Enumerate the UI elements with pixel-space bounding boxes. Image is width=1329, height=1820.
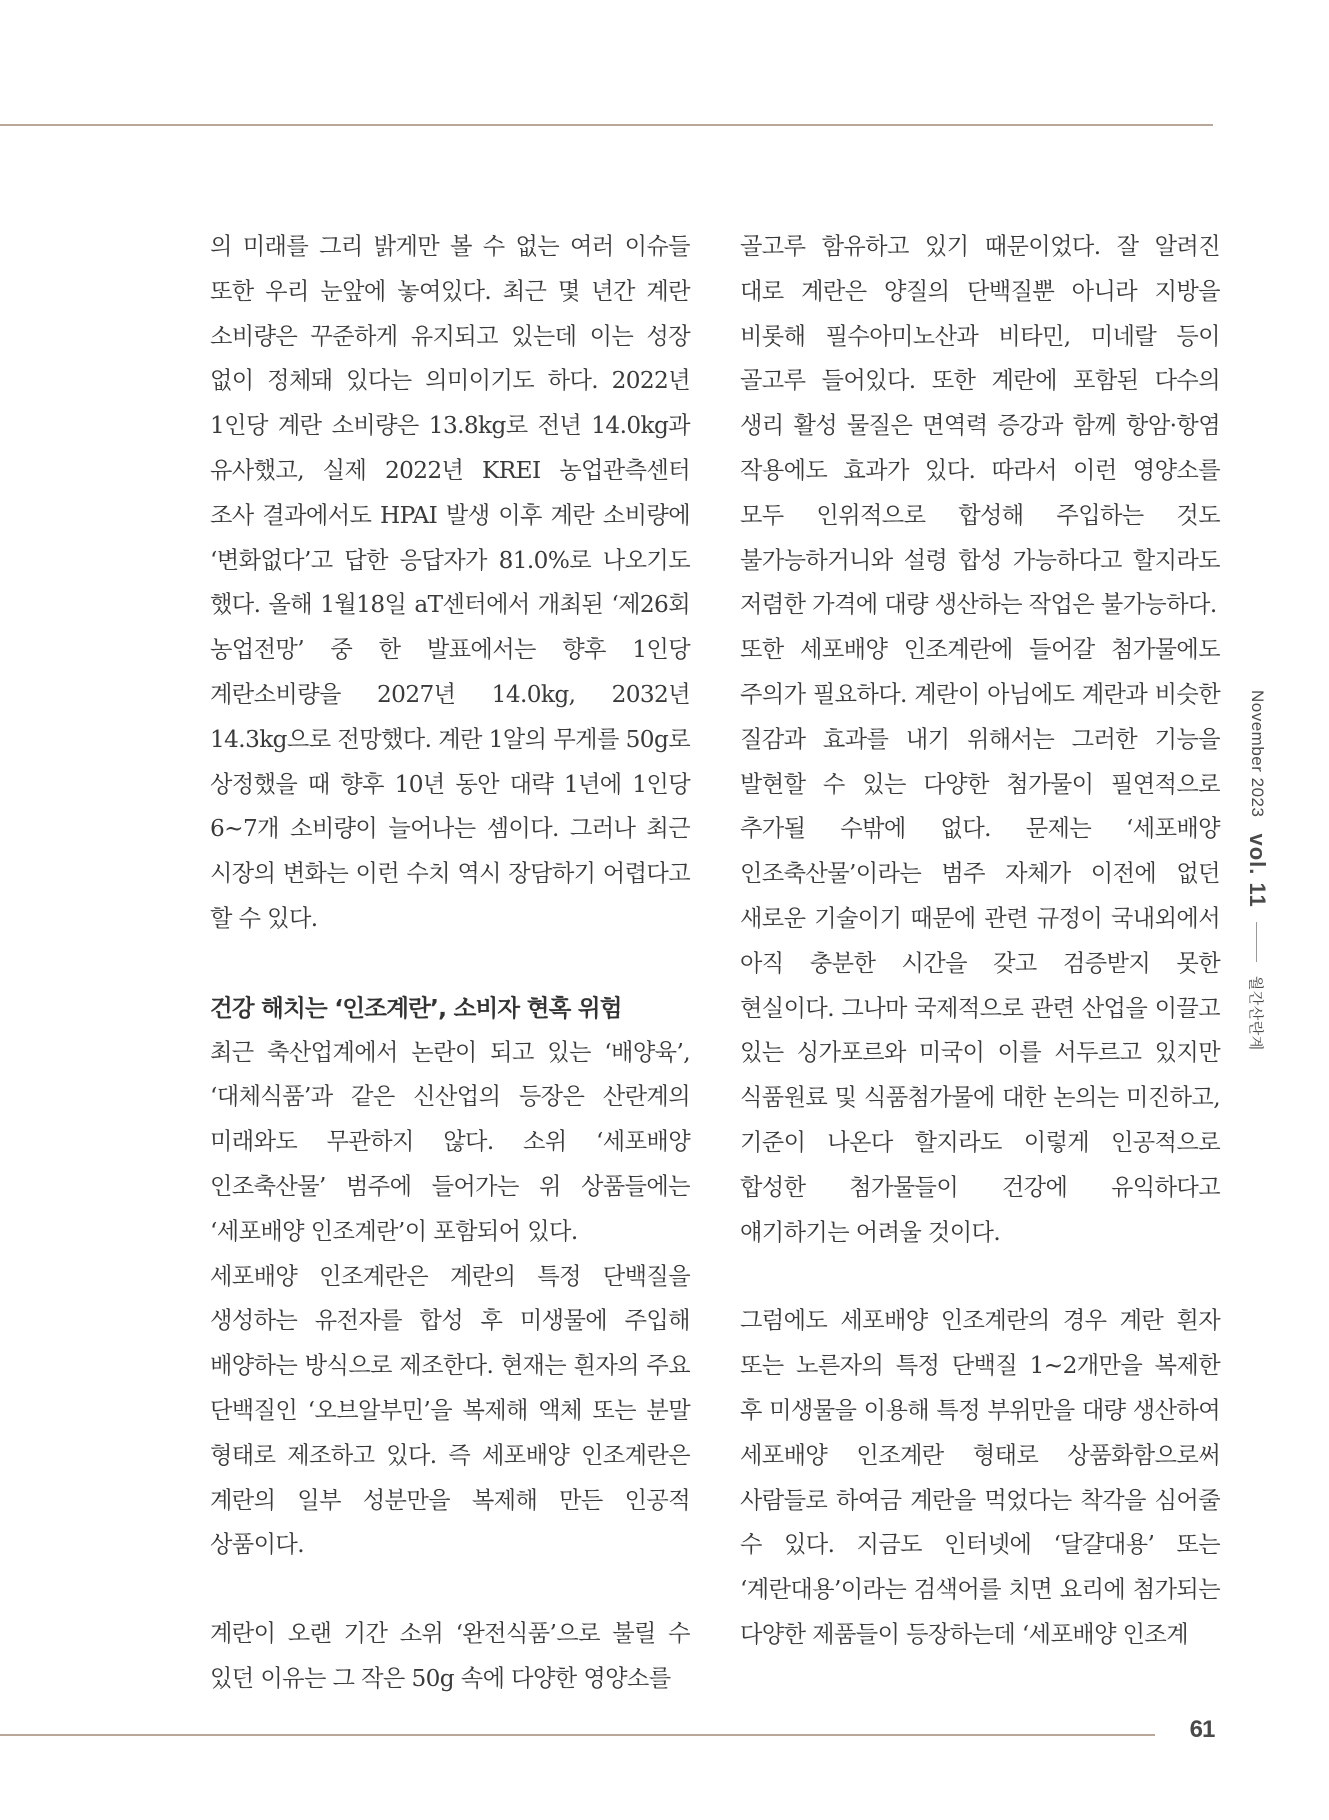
issue-volume: vol. 11 bbox=[1245, 833, 1270, 908]
paragraph: 계란이 오랜 기간 소위 ‘완전식품’으로 불릴 수 있던 이유는 그 작은 50g 속에 다양한 영양소를 bbox=[210, 1620, 690, 1692]
paragraph: 의 미래를 그리 밝게만 볼 수 없는 여러 이슈들 또한 우리 눈앞에 놓여있다. 최근 몇 년간 계란 소비량은 꾸준하게 유지되고 있는데 이는 성장 없이 정체돼 있다는 의미이기도 하다. 2022년 1인당 계란 소비량은 13.8kg로 전년 14.0kg과 유사했고, 실제 2022년 KREI 농업관측센터 조사 결과에서도 HPAI 발생 이후 계란 소비량에 ‘변화없다’고 답한 응답자가 81.0%로 나오기도 했다. 올해 1월18일 aT센터에서 개최된 ‘제26회 농업전망’ 중 한 발표에서는 향후 1인당 계란소비량을 2027년 14.0kg, 2032년 14.3kg으로 전망했다. 계란 1알의 무게를 50g로 상정했을 때 향후 10년 동안 대략 1년에 1인당 6~7개 소비량이 늘어나는 셈이다. 그러나 최근 시장의 변화는 이런 수치 역시 장담하기 어렵다고 할 수 있다. bbox=[210, 233, 690, 932]
paragraph-gap bbox=[210, 1568, 690, 1612]
section-subheading: 건강 해치는 ‘인조계란’, 소비자 현혹 위험 bbox=[210, 993, 622, 1022]
side-running-label bbox=[1244, 690, 1270, 1051]
bottom-rule bbox=[0, 1734, 1155, 1736]
paragraph: 또한 세포배양 인조계란에 들어갈 첨가물에도 주의가 필요하다. 계란이 아님에도 계란과 비슷한 질감과 효과를 내기 위해서는 그러한 기능을 발현할 수 있는 다양한 첨가물이 필연적으로 추가될 수밖에 없다. 문제는 ‘세포배양 인조축산물’이라는 범주 자체가 이전에 없던 새로운 기술이기 때문에 관련 규정이 국내외에서 아직 충분한 시간을 갖고 검증받지 못한 현실이다. 그나마 국제적으로 관련 산업을 이끌고 있는 싱가포르와 미국이 이를 서두르고 있지만 식품원료 및 식품첨가물에 대한 논의는 미진하고, 기준이 나온다 할지라도 이렇게 인공적으로 합성한 첨가물들이 건강에 유익하다고 얘기하기는 어려울 것이다. bbox=[740, 636, 1220, 1246]
paragraph-gap bbox=[740, 1255, 1220, 1299]
right-column bbox=[740, 225, 1220, 1658]
left-column bbox=[210, 225, 690, 1702]
issue-date: November 2023 bbox=[1248, 690, 1267, 818]
paragraph: 세포배양 인조계란은 계란의 특정 단백질을 생성하는 유전자를 합성 후 미생물에 주입해 배양하는 방식으로 제조한다. 현재는 흰자의 주요 단백질인 ‘오브알부민’을 복제해 액체 또는 분말 형태로 제조하고 있다. 즉 세포배양 인조계란은 계란의 일부 성분만을 복제해 만든 인공적 상품이다. bbox=[210, 1262, 690, 1559]
page-number: 61 bbox=[1189, 1716, 1215, 1743]
paragraph: 골고루 함유하고 있기 때문이었다. 잘 알려진 대로 계란은 양질의 단백질뿐 아니라 지방을 비롯해 필수아미노산과 비타민, 미네랄 등이 골고루 들어있다. 또한 계란에 포함된 다수의 생리 활성 물질은 면역력 증강과 함께 항암·항염 작용에도 효과가 있다. 따라서 이런 영양소를 모두 인위적으로 합성해 주입하는 것도 불가능하거니와 설령 합성 가능하다고 할지라도 저렴한 가격에 대량 생산하는 작업은 불가능하다. bbox=[740, 233, 1220, 619]
magazine-name: 월간산란계 bbox=[1247, 975, 1266, 1051]
top-rule bbox=[0, 124, 1213, 126]
paragraph: 최근 축산업계에서 논란이 되고 있는 ‘배양육’, ‘대체식품’과 같은 신산업의 등장은 산란계의 미래와도 무관하지 않다. 소위 ‘세포배양 인조축산물’ 범주에 들어가는 위 상품들에는 ‘세포배양 인조계란’이 포함되어 있다. bbox=[210, 1038, 690, 1245]
paragraph-gap bbox=[210, 942, 690, 986]
side-divider bbox=[1257, 922, 1258, 962]
paragraph: 그럼에도 세포배양 인조계란의 경우 계란 흰자 또는 노른자의 특정 단백질 1~2개만을 복제한 후 미생물을 이용해 특정 부위만을 대량 생산하여 세포배양 인조계란 형태로 상품화함으로써 사람들로 하여금 계란을 먹었다는 착각을 심어줄 수 있다. 지금도 인터넷에 ‘달걀대용’ 또는 ‘계란대용’이라는 검색어를 치면 요리에 첨가되는 다양한 제품들이 등장하는데 ‘세포배양 인조계 bbox=[740, 1307, 1220, 1648]
